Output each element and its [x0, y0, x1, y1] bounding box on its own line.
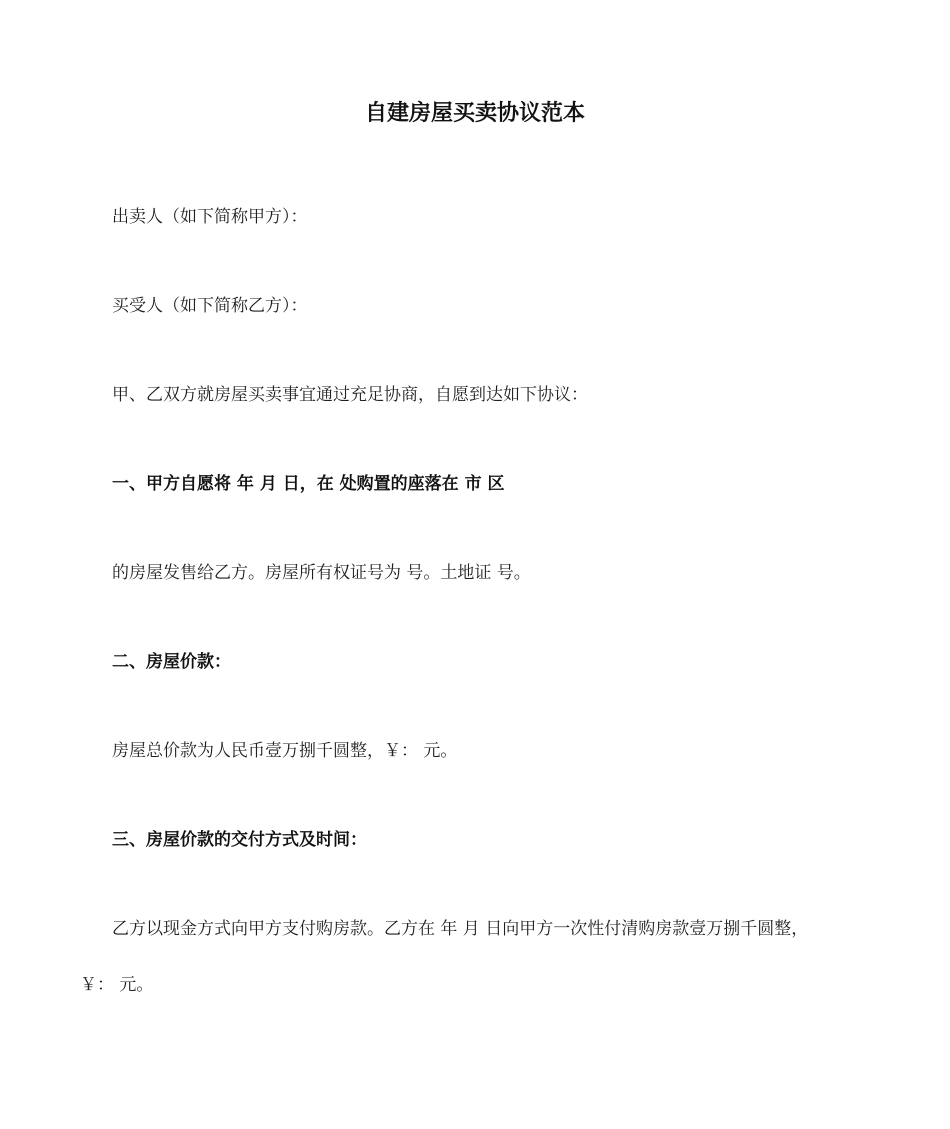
document-title: 自建房屋买卖协议范本 [364, 101, 585, 126]
clause-2-text: 房屋总价款为人民币壹万捌千圆整，￥： 元。 [112, 741, 458, 761]
clause-1-text: 的房屋发售给乙方。房屋所有权证号为 号。土地证 号。 [112, 563, 531, 583]
clause-3-text-continued: ￥： 元。 [80, 975, 154, 995]
clause-3-text: 乙方以现金方式向甲方支付购房款。乙方在 年 月 日向甲方一次性付清购房款壹万捌千圆整， [112, 919, 809, 939]
clause-2-heading: 二、房屋价款： [112, 652, 231, 672]
seller-line: 出卖人（如下简称甲方）： [112, 207, 308, 227]
buyer-line: 买受人（如下简称乙方）： [112, 296, 308, 316]
clause-1-heading: 一、甲方自愿将 年 月 日，在 处购置的座落在 市 区 [112, 474, 505, 494]
clause-3-heading: 三、房屋价款的交付方式及时间： [112, 830, 367, 850]
agreement-intro: 甲、乙双方就房屋买卖事宜通过充足协商，自愿到达如下协议： [112, 385, 588, 405]
